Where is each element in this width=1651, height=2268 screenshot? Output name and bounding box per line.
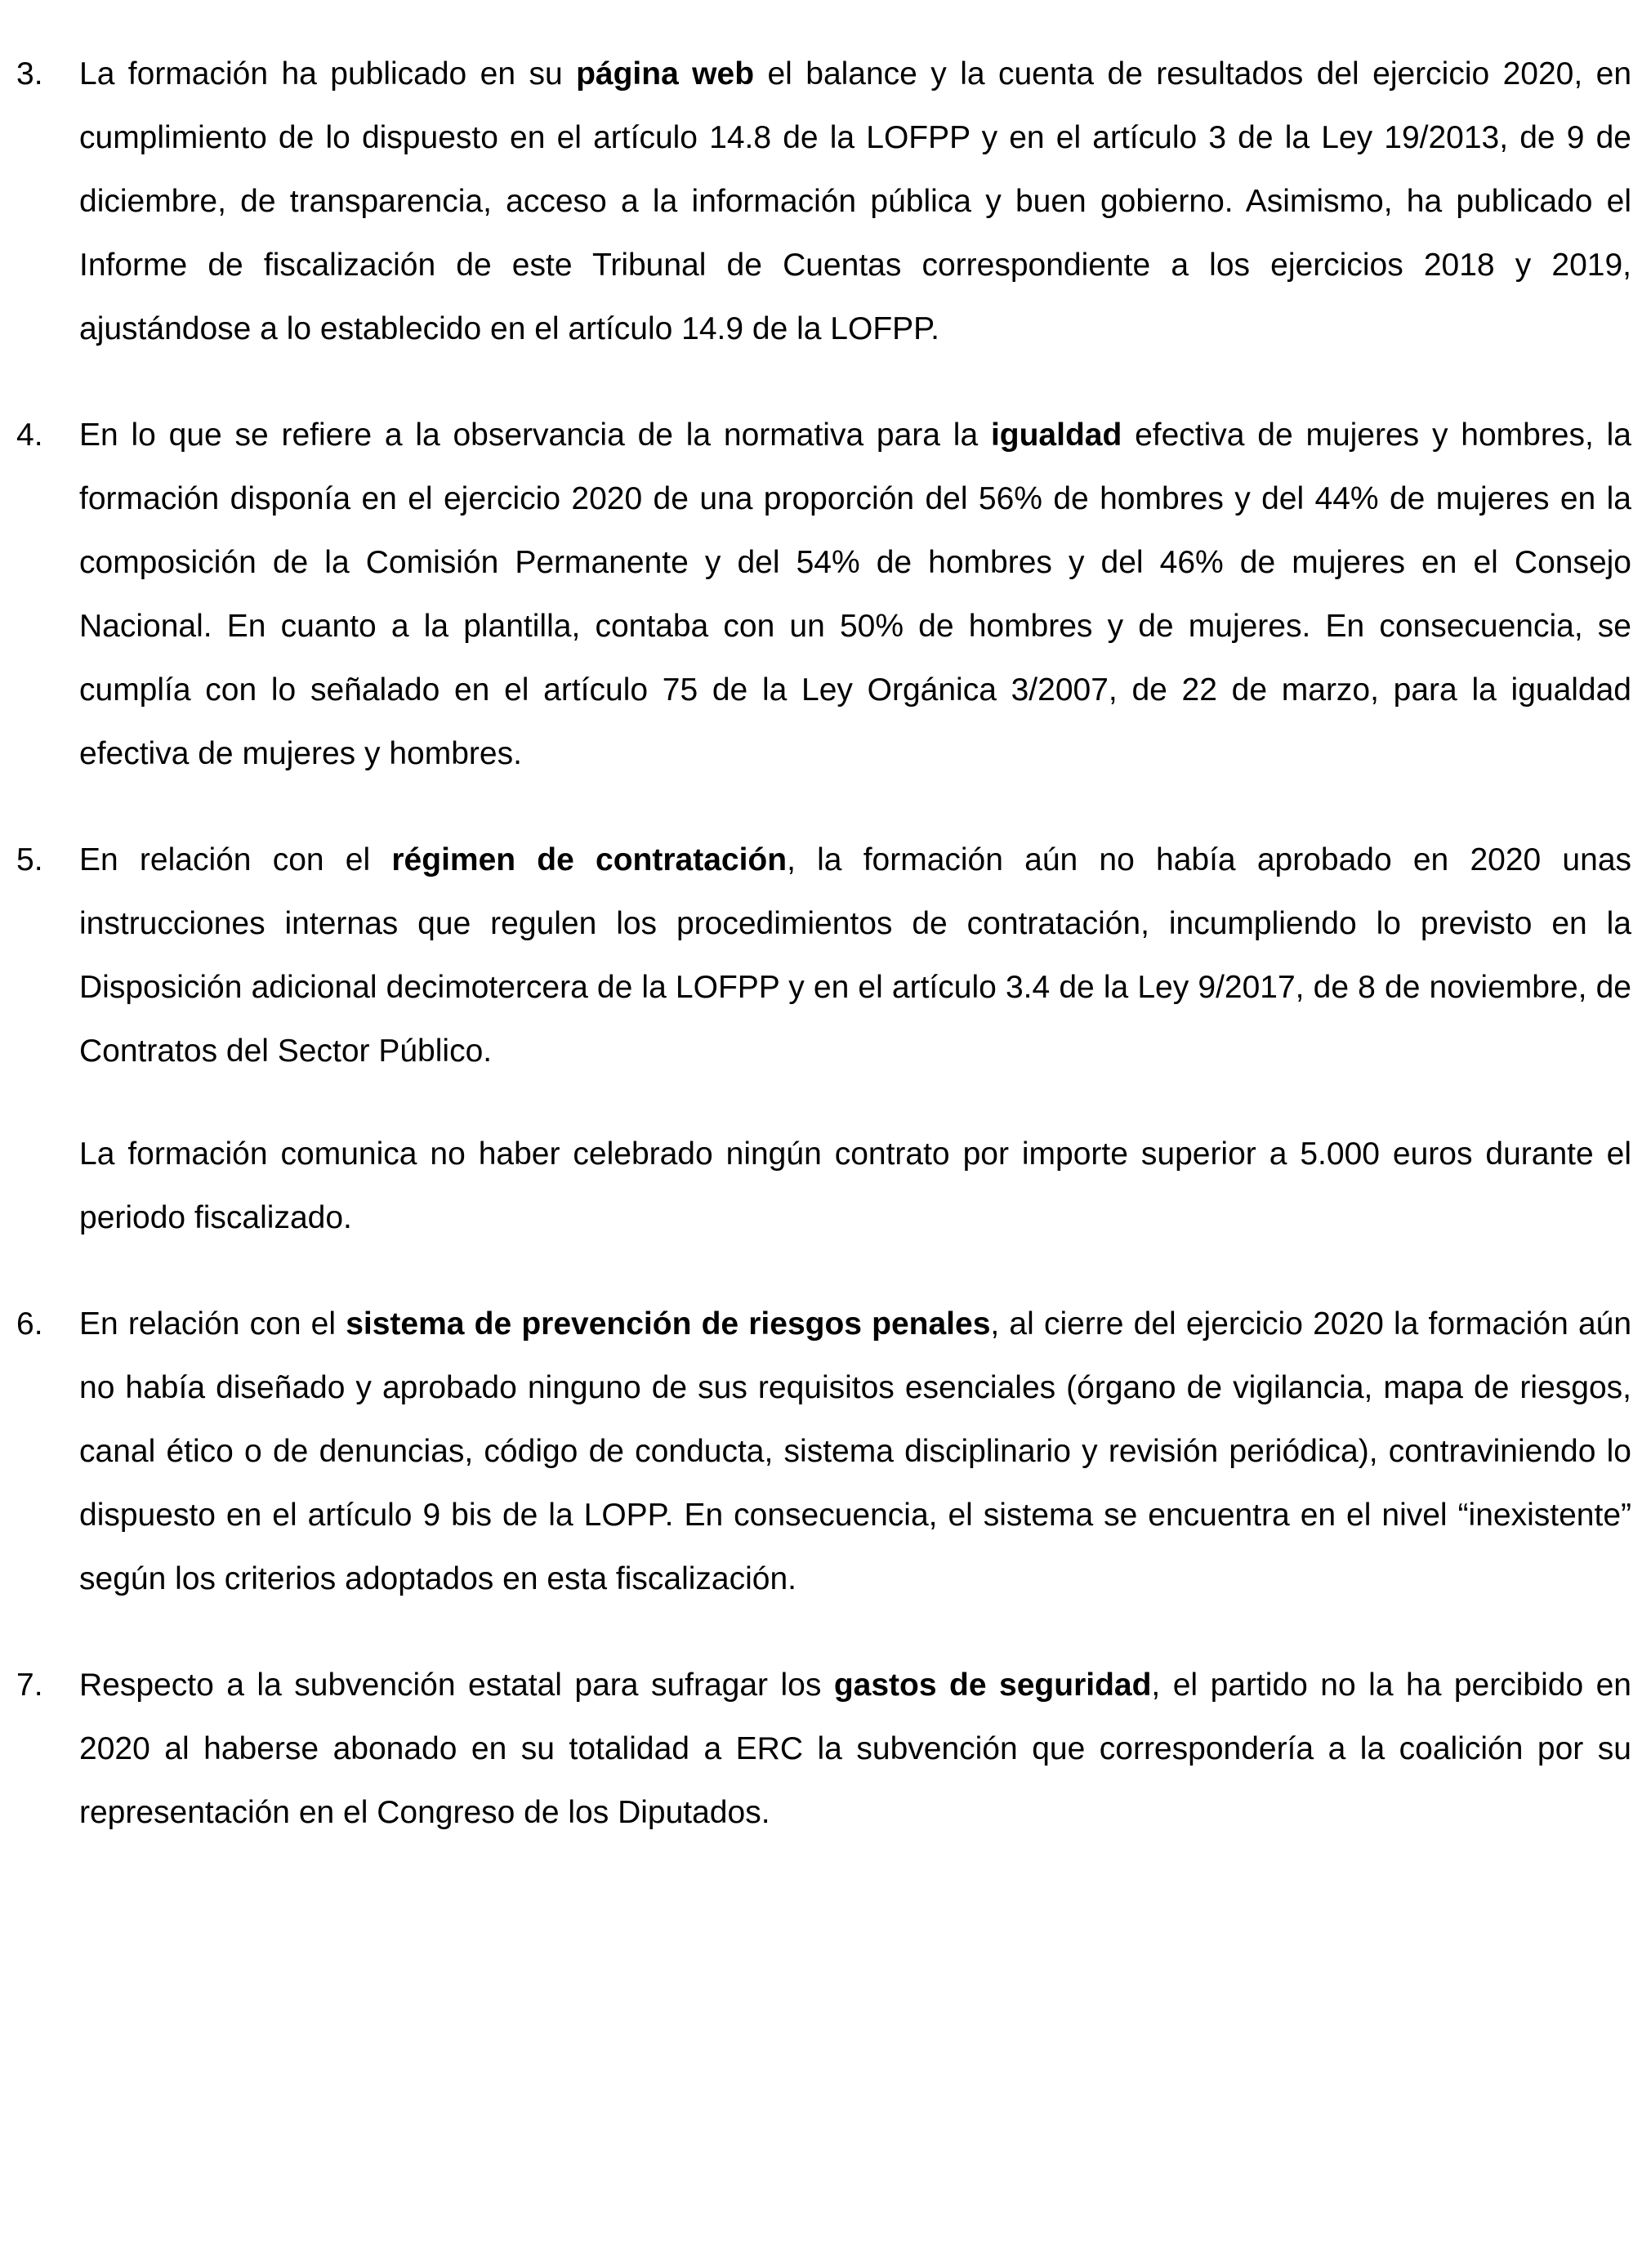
paragraph-text: En relación con el (79, 1306, 346, 1342)
item-number: 6. (16, 1306, 43, 1342)
item-paragraph (79, 404, 1631, 786)
list-item-3 (16, 42, 1631, 361)
paragraph-text: , el partido no la ha percibido en 2020 al haberse abonado en su totalidad a ERC la subvención que correspondería a la coalición por su representación en el Congreso de los Diputados. (79, 1668, 1631, 1830)
list-item-4 (16, 404, 1631, 786)
paragraph-bold-term: página web (576, 56, 755, 92)
item-paragraph (79, 828, 1631, 1083)
item-paragraph (79, 1654, 1631, 1845)
item-number: 7. (16, 1668, 43, 1703)
paragraph-bold-term: gastos de seguridad (833, 1668, 1152, 1703)
item-paragraph-secondary: La formación comunica no haber celebrado ningún contrato por importe superior a 5.000 euros durante el periodo fiscalizado. (79, 1136, 1631, 1235)
paragraph-text: Respecto a la subvención estatal para sufragar los (79, 1668, 834, 1703)
item-paragraph (79, 42, 1631, 361)
item-number: 3. (16, 56, 43, 92)
paragraph-text: , la formación aún no había aprobado en 2020 unas instrucciones internas que regulen los procedimientos de contratación, incumpliendo lo previsto en la Disposición adicional decimotercera de la LOFPP y en el artículo 3.4 de la Ley 9/2017, de 8 de noviembre, de Contratos del Sector Público. (79, 842, 1632, 1069)
list-item-7 (16, 1654, 1631, 1845)
paragraph-bold-term: igualdad (990, 417, 1122, 453)
paragraph-text: , al cierre del ejercicio 2020 la formación aún no había diseñado y aprobado ninguno de sus requisitos esenciales (órgano de vigilancia, mapa de riesgos, canal ético o de denuncias, código de conducta, sistema disciplinario y revisión periódica), contraviniendo lo dispuesto en el artículo 9 bis de la LOPP. En consecuencia, el sistema se encuentra en el nivel “inexistente” según los criterios adoptados en esta fiscalización. (79, 1306, 1632, 1596)
list-item-5 (16, 828, 1631, 1250)
paragraph-text: En lo que se refiere a la observancia de la normativa para la (79, 417, 991, 453)
paragraph-text: el balance y la cuenta de resultados del ejercicio 2020, en cumplimiento de lo dispuesto en el artículo 14.8 de la LOFPP y en el artículo 3 de la Ley 19/2013, de 9 de diciembre, de transparencia, acceso a la información pública y buen gobierno. Asimismo, ha publicado el Informe de fiscalización de este Tribunal de Cuentas correspondiente a los ejercicios 2018 y 2019, ajustándose a lo establecido en el artículo 14.9 de la LOFPP. (79, 56, 1632, 346)
item-paragraph (79, 1292, 1631, 1611)
paragraph-text: efectiva de mujeres y hombres, la formación disponía en el ejercicio 2020 de una proporción del 56% de hombres y del 44% de mujeres en la composición de la Comisión Permanente y del 54% de hombres y del 46% de mujeres en el Consejo Nacional. En cuanto a la plantilla, contaba con un 50% de hombres y de mujeres. En consecuencia, se cumplía con lo señalado en el artículo 75 de la Ley Orgánica 3/2007, de 22 de marzo, para la igualdad efectiva de mujeres y hombres. (79, 417, 1631, 771)
paragraph-bold-term: régimen de contratación (391, 842, 788, 877)
paragraph-text: En relación con el (79, 842, 392, 877)
paragraph-bold-term: sistema de prevención de riesgos penales (346, 1306, 991, 1342)
item-number: 4. (16, 417, 43, 453)
item-number: 5. (16, 842, 43, 877)
list-item-6 (16, 1292, 1631, 1611)
paragraph-text: La formación ha publicado en su (79, 56, 577, 92)
